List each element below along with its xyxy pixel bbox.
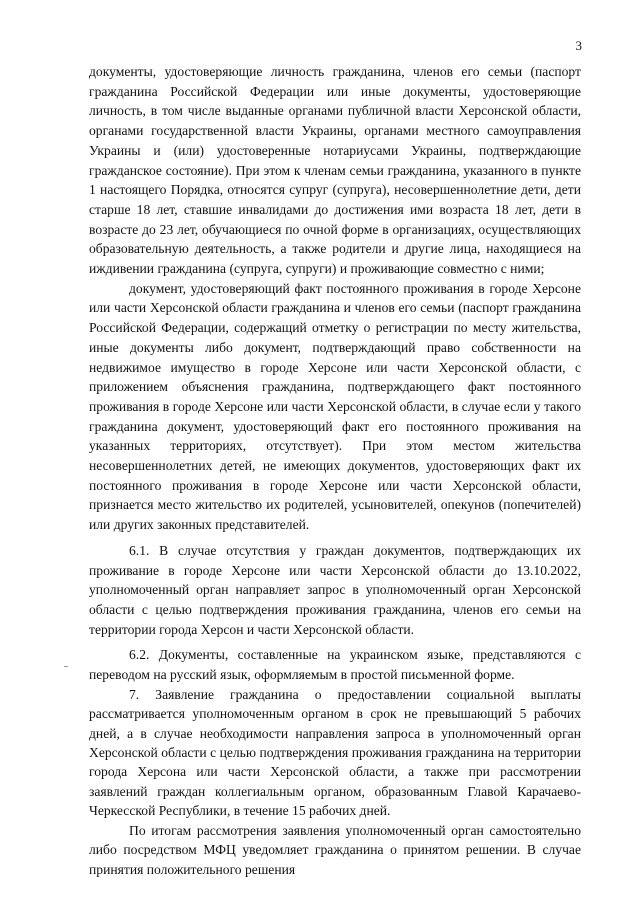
paragraph-review-results: По итогам рассмотрения заявления уполномоченный орган самостоятельно либо посредством МФЦ уведомляет гражданина о принятом решении. В случае принятия положительного решения bbox=[89, 822, 581, 878]
page-number: 3 bbox=[575, 38, 582, 53]
paragraph-6-2: 6.2. Документы, составленные на украинском языке, представляются с переводом на русский язык, оформляемым в простой письменной форме. bbox=[89, 647, 581, 683]
document-body bbox=[89, 62, 581, 880]
paragraph-7: 7. Заявление гражданина о предоставлении социальной выплаты рассматривается уполномоченным органом в срок не превышающий 5 рабочих дней, а в случае необходимости направления запроса в уполномоченный орган Херсонской области с целью подтверждения проживания гражданина на территории города Херсона или части Херсонской области, а также при рассмотрении заявлений граждан коллегиальным органом, образованным Главой Карачаево-Черкесской Республики, в течение 15 рабочих дней. bbox=[89, 686, 581, 819]
paragraph-6-1: 6.1. В случае отсутствия у граждан документов, подтверждающих их проживание в городе Херсоне или части Херсонской области до 13.10.2022, уполномоченный орган направляет запрос в уполномоченный орган Херсонской области с целью подтверждения проживания гражданина, членов его семьи на территории города Херсон и части Херсонской области. bbox=[89, 542, 581, 637]
paragraph-identity-documents: документы, удостоверяющие личность гражданина, членов его семьи (паспорт гражданина Российской Федерации или иные документы, удостоверяющие личность, в том числе выданные органами публичной власти Херсонской области, органами государственной власти Украины, органами местного самоуправления Украины и (или) удостоверенные нотариусами Украины, подтверждающие гражданское состояние). При этом к членам семьи гражданина, указанного в пункте 1 настоящего Порядка, относятся супруг (супруга), несовершеннолетние дети, дети старше 18 лет, ставшие инвалидами до достижения ими возраста 18 лет, дети в возрасте до 23 лет, обучающиеся по очной форме в организациях, осуществляющих образовательную деятельность, а также родители и другие лица, находящиеся на иждивении гражданина (супруга, супруги) и проживающие совместно с ними; bbox=[89, 64, 581, 277]
paragraph-residence-document: документ, удостоверяющий факт постоянного проживания в городе Херсоне или части Херсонской области гражданина и членов его семьи (паспорт гражданина Российской Федерации, содержащий отметку о регистрации по месту жительства, иные документы либо документ, подтверждающий право собственности на недвижимое имущество в городе Херсоне или части Херсонской области, с приложением объяснения гражданина, подтверждающего факт постоянного проживания в городе Херсоне или части Херсонской области, в случае если у такого гражданина документ, удостоверяющий факт его постоянного проживания на указанных территориях, отсутствует). При этом местом жительства несовершеннолетних детей, не имеющих документов, удостоверяющих факт их постоянного проживания в городе Херсоне или части Херсонской области, признается место жительство их родителей, усыновителей, опекунов (попечителей) или других законных представителей. bbox=[89, 280, 581, 533]
margin-mark bbox=[64, 666, 68, 667]
